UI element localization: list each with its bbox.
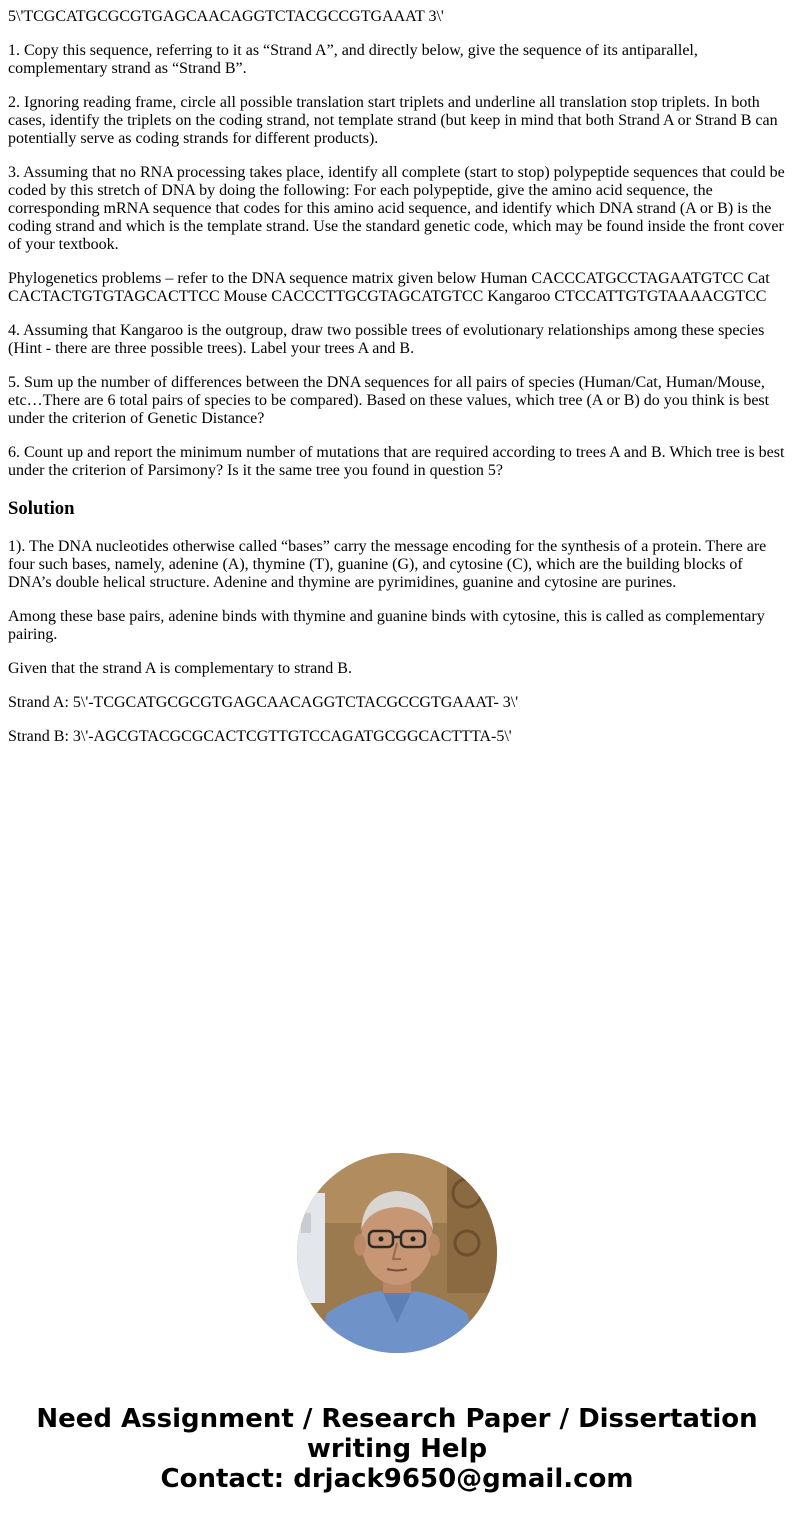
solution-paragraph-1: 1). The DNA nucleotides otherwise called “bases” carry the message encoding for the synthesis of a protein. There are four such bases, namely, adenine (A), thymine (T), guanine (G), and cytosine (C), which are the building blocks of DNA’s double helical structure. Adenine and thymine are pyrimidines, guanine and cytosine are purines. <box>8 538 767 591</box>
promo-line-2: writing Help <box>306 1434 488 1464</box>
question-5: 5. Sum up the number of differences between the DNA sequences for all pairs of species (Human/Cat, Human/Mouse, etc…There are 6 total pairs of species to be compared). Based on these values, which tree (A or B) do you think is best under the criterion of Genetic Distance? <box>8 374 770 427</box>
promo-banner <box>0 1404 794 1494</box>
solution-paragraph-2: Among these base pairs, adenine binds with thymine and guanine binds with cytosine, this is called as complementary pairing. <box>8 608 765 643</box>
promo-contact: Contact: drjack9650@gmail.com <box>160 1464 634 1494</box>
promo-line-1: Need Assignment / Research Paper / Dissertation <box>36 1404 758 1434</box>
question-3: 3. Assuming that no RNA processing takes place, identify all complete (start to stop) polypeptide sequences that could be coded by this stretch of DNA by doing the following: For each polypeptide, give the amino acid sequence, the corresponding mRNA sequence that codes for this amino acid sequence, and identify which DNA strand (A or B) is the coding strand and which is the template strand. Use the standard genetic code, which may be found inside the front cover of your textbook. <box>8 164 785 253</box>
solution-paragraph-3: Given that the strand A is complementary to strand B. <box>8 660 352 677</box>
question-2: 2. Ignoring reading frame, circle all possible translation start triplets and underline all translation stop triplets. In both cases, identify the triplets on the coding strand, not template strand (but keep in mind that both Strand A or Strand B can potentially serve as coding strands for different products). <box>8 94 778 147</box>
author-avatar <box>297 1153 497 1353</box>
phylogenetics-intro: Phylogenetics problems – refer to the DNA sequence matrix given below Human CACCCATGCCTAGAATGTCC Cat CACTACTGTGTAGCACTTCC Mouse CACCCTTGCGTAGCATGTCC Kangaroo CTCCATTGTGTAAAACGTCC <box>8 270 770 305</box>
dna-sequence: 5\'TCGCATGCGCGTGAGCAACAGGTCTACGCCGTGAAAT 3\' <box>8 8 444 25</box>
question-4: 4. Assuming that Kangaroo is the outgroup, draw two possible trees of evolutionary relationships among these species (Hint - there are three possible trees). Label your trees A and B. <box>8 322 765 357</box>
solution-heading: Solution <box>8 498 75 519</box>
strand-b: Strand B: 3\'-AGCGTACGCGCACTCGTTGTCCAGATGCGGCACTTTA-5\' <box>8 728 512 745</box>
document-body <box>8 8 786 762</box>
question-1: 1. Copy this sequence, referring to it as “Strand A”, and directly below, give the sequence of its antiparallel, complementary strand as “Strand B”. <box>8 42 698 77</box>
strand-a: Strand A: 5\'-TCGCATGCGCGTGAGCAACAGGTCTACGCCGTGAAAT- 3\' <box>8 694 519 711</box>
question-6: 6. Count up and report the minimum number of mutations that are required according to trees A and B. Which tree is best under the criterion of Parsimony? Is it the same tree you found in question 5? <box>8 444 785 479</box>
